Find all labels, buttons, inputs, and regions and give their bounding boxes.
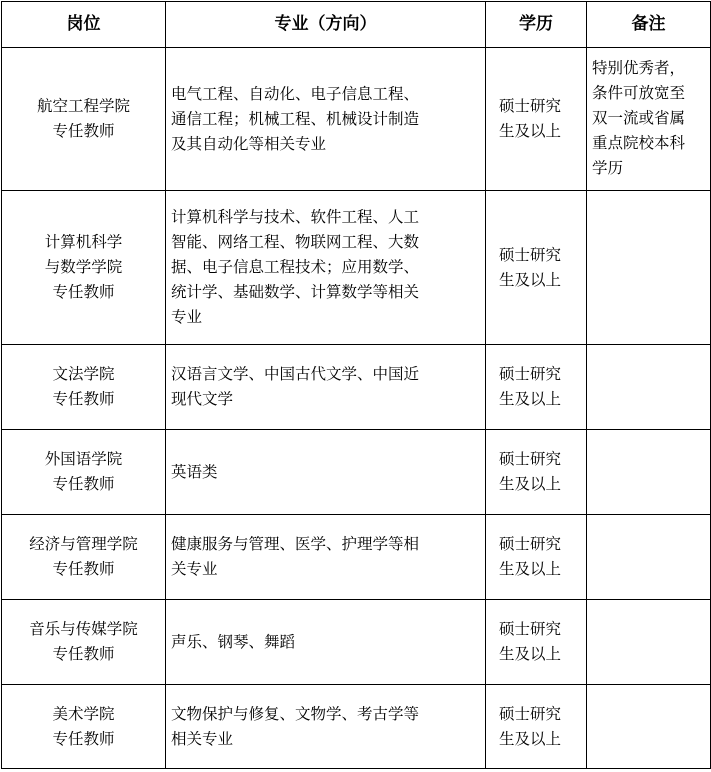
- table-row: [2, 515, 711, 600]
- header-remarks: 备注: [587, 2, 711, 48]
- major-cell: 健康服务与管理、医学、护理学等相 关专业: [166, 515, 486, 600]
- education-cell: 硕士研究 生及以上: [486, 48, 587, 191]
- major-cell: 声乐、钢琴、舞蹈: [166, 600, 486, 685]
- education-cell: 硕士研究 生及以上: [486, 345, 587, 430]
- header-major: 专业（方向）: [166, 2, 486, 48]
- table-row: [2, 345, 711, 430]
- remarks-cell: [587, 515, 711, 600]
- major-cell: 英语类: [166, 430, 486, 515]
- education-cell: 硕士研究 生及以上: [486, 191, 587, 345]
- position-cell: 航空工程学院 专任教师: [2, 48, 166, 191]
- table-row: [2, 685, 711, 769]
- header-education: 学历: [486, 2, 587, 48]
- remarks-cell: [587, 600, 711, 685]
- position-cell: 计算机科学 与数学学院 专任教师: [2, 191, 166, 345]
- remarks-cell: [587, 191, 711, 345]
- education-cell: 硕士研究 生及以上: [486, 515, 587, 600]
- major-cell: 文物保护与修复、文物学、考古学等 相关专业: [166, 685, 486, 769]
- position-cell: 美术学院 专任教师: [2, 685, 166, 769]
- position-cell: 文法学院 专任教师: [2, 345, 166, 430]
- recruitment-table: [1, 1, 711, 769]
- header-row: [2, 2, 711, 48]
- education-cell: 硕士研究 生及以上: [486, 685, 587, 769]
- remarks-cell: 特别优秀者， 条件可放宽至 双一流或省属 重点院校本科 学历: [587, 48, 711, 191]
- remarks-cell: [587, 430, 711, 515]
- major-cell: 计算机科学与技术、软件工程、人工 智能、网络工程、物联网工程、大数 据、电子信息工程技术；应用数学、 统计学、基础数学、计算数学等相关 专业: [166, 191, 486, 345]
- education-cell: 硕士研究 生及以上: [486, 430, 587, 515]
- table-row: [2, 48, 711, 191]
- table-row: [2, 600, 711, 685]
- remarks-cell: [587, 685, 711, 769]
- education-cell: 硕士研究 生及以上: [486, 600, 587, 685]
- header-position: 岗位: [2, 2, 166, 48]
- table-row: [2, 191, 711, 345]
- position-cell: 音乐与传媒学院 专任教师: [2, 600, 166, 685]
- major-cell: 电气工程、自动化、电子信息工程、 通信工程；机械工程、机械设计制造 及其自动化等相关专业: [166, 48, 486, 191]
- position-cell: 外国语学院 专任教师: [2, 430, 166, 515]
- major-cell: 汉语言文学、中国古代文学、中国近 现代文学: [166, 345, 486, 430]
- remarks-cell: [587, 345, 711, 430]
- table-row: [2, 430, 711, 515]
- position-cell: 经济与管理学院 专任教师: [2, 515, 166, 600]
